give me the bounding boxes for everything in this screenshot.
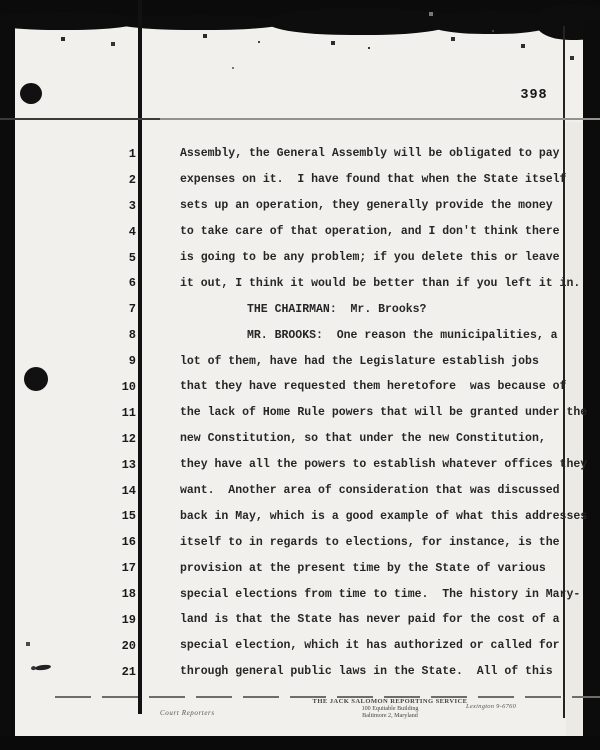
transcript-line	[100, 270, 595, 296]
transcript-line	[100, 374, 595, 400]
line-number: 14	[121, 483, 136, 498]
footer-service-name: THE JACK SALOMON REPORTING SERVICE	[312, 698, 468, 705]
transcript-line	[100, 529, 595, 555]
line-number: 9	[128, 354, 136, 369]
line-number: 10	[121, 379, 136, 394]
transcript-line	[100, 452, 595, 478]
transcript-line	[100, 426, 595, 452]
transcript-line	[100, 141, 595, 167]
line-text: is going to be any problem; if you delete this or leave	[180, 251, 560, 264]
footer-phone: Lexington 9-6760	[466, 703, 517, 710]
punch-hole-top	[20, 83, 42, 104]
transcript-line	[100, 478, 595, 504]
line-text: new Constitution, so that under the new Constitution,	[180, 432, 546, 446]
scan-noise-blob	[118, 15, 283, 30]
line-text: land is that the State has never paid for the cost of a	[180, 613, 560, 627]
line-text: itself to in regards to elections, for instance, is the	[180, 535, 560, 549]
footer-court-reporters: Court Reporters	[160, 709, 215, 717]
page-number: 398	[520, 88, 548, 103]
line-text: sets up an operation, they generally provide the money	[180, 199, 553, 213]
transcript-line	[100, 607, 595, 633]
line-number: 3	[128, 198, 136, 213]
line-text: special elections from time to time. The history in Mary-	[180, 587, 581, 601]
transcript-line	[100, 348, 595, 374]
line-number: 19	[121, 612, 136, 627]
footer-reporting-service	[295, 698, 485, 721]
transcript-line	[100, 400, 595, 426]
transcript-line	[100, 659, 595, 685]
transcript-line	[100, 219, 595, 245]
transcript-line	[100, 555, 595, 581]
line-number: 18	[121, 587, 136, 602]
scan-edge-left	[0, 20, 15, 740]
line-number: 2	[128, 172, 136, 187]
line-text: provision at the present time by the State of various	[180, 561, 546, 575]
transcript-line	[100, 193, 595, 219]
line-text: they have all the powers to establish whatever offices they	[180, 458, 588, 472]
header-rule	[0, 118, 600, 120]
transcript-line	[100, 296, 595, 322]
line-number: 15	[121, 509, 136, 524]
line-text: the lack of Home Rule powers that will be granted under the	[180, 406, 588, 420]
line-number: 8	[128, 328, 136, 343]
line-number: 21	[121, 664, 136, 679]
scan-noise-blob	[428, 11, 553, 34]
punch-hole-middle	[24, 367, 48, 391]
line-text: it out, I think it would be better than if you left it in.	[180, 276, 581, 290]
line-number: 5	[128, 250, 136, 265]
transcript-line	[100, 167, 595, 193]
line-number: 12	[121, 431, 136, 446]
line-text: to take care of that operation, and I don't think there	[180, 225, 560, 239]
line-text: back in May, which is a good example of what this addresses	[180, 509, 588, 523]
line-number: 20	[121, 638, 136, 653]
transcript-line	[100, 503, 595, 529]
transcript-line	[100, 633, 595, 659]
line-number: 1	[128, 146, 136, 161]
line-text: special election, which it has authorized or called for	[180, 639, 560, 653]
transcript-lines	[100, 141, 595, 685]
line-number: 17	[121, 561, 136, 576]
line-number: 7	[128, 302, 136, 317]
line-text: lot of them, have had the Legislature establish jobs	[180, 354, 539, 368]
line-number: 6	[128, 276, 136, 291]
ink-mark	[35, 664, 51, 671]
line-text: that they have requested them heretofore was because of	[180, 380, 567, 394]
line-text: through general public laws in the State. All of this	[180, 665, 553, 679]
transcript-line	[100, 581, 595, 607]
footer-service-address: 100 Equitable Building	[361, 706, 419, 712]
scan-speckles	[0, 0, 2, 2]
transcript-line	[100, 245, 595, 271]
line-text: MR. BROOKS: One reason the municipalities, a	[247, 328, 558, 342]
transcript-line	[100, 322, 595, 348]
scan-noise-blob	[268, 8, 453, 35]
footer-service-city: Baltimore 2, Maryland	[362, 713, 418, 720]
line-number: 4	[128, 224, 136, 239]
line-text: expenses on it. I have found that when the State itself	[180, 173, 567, 187]
line-number: 13	[121, 457, 136, 472]
line-text: Assembly, the General Assembly will be obligated to pay	[180, 147, 560, 161]
line-number: 16	[121, 535, 136, 550]
scan-edge-bottom	[0, 736, 600, 750]
line-number: 11	[121, 405, 136, 420]
line-text: want. Another area of consideration that was discussed	[180, 484, 560, 498]
line-text: THE CHAIRMAN: Mr. Brooks?	[247, 302, 427, 316]
